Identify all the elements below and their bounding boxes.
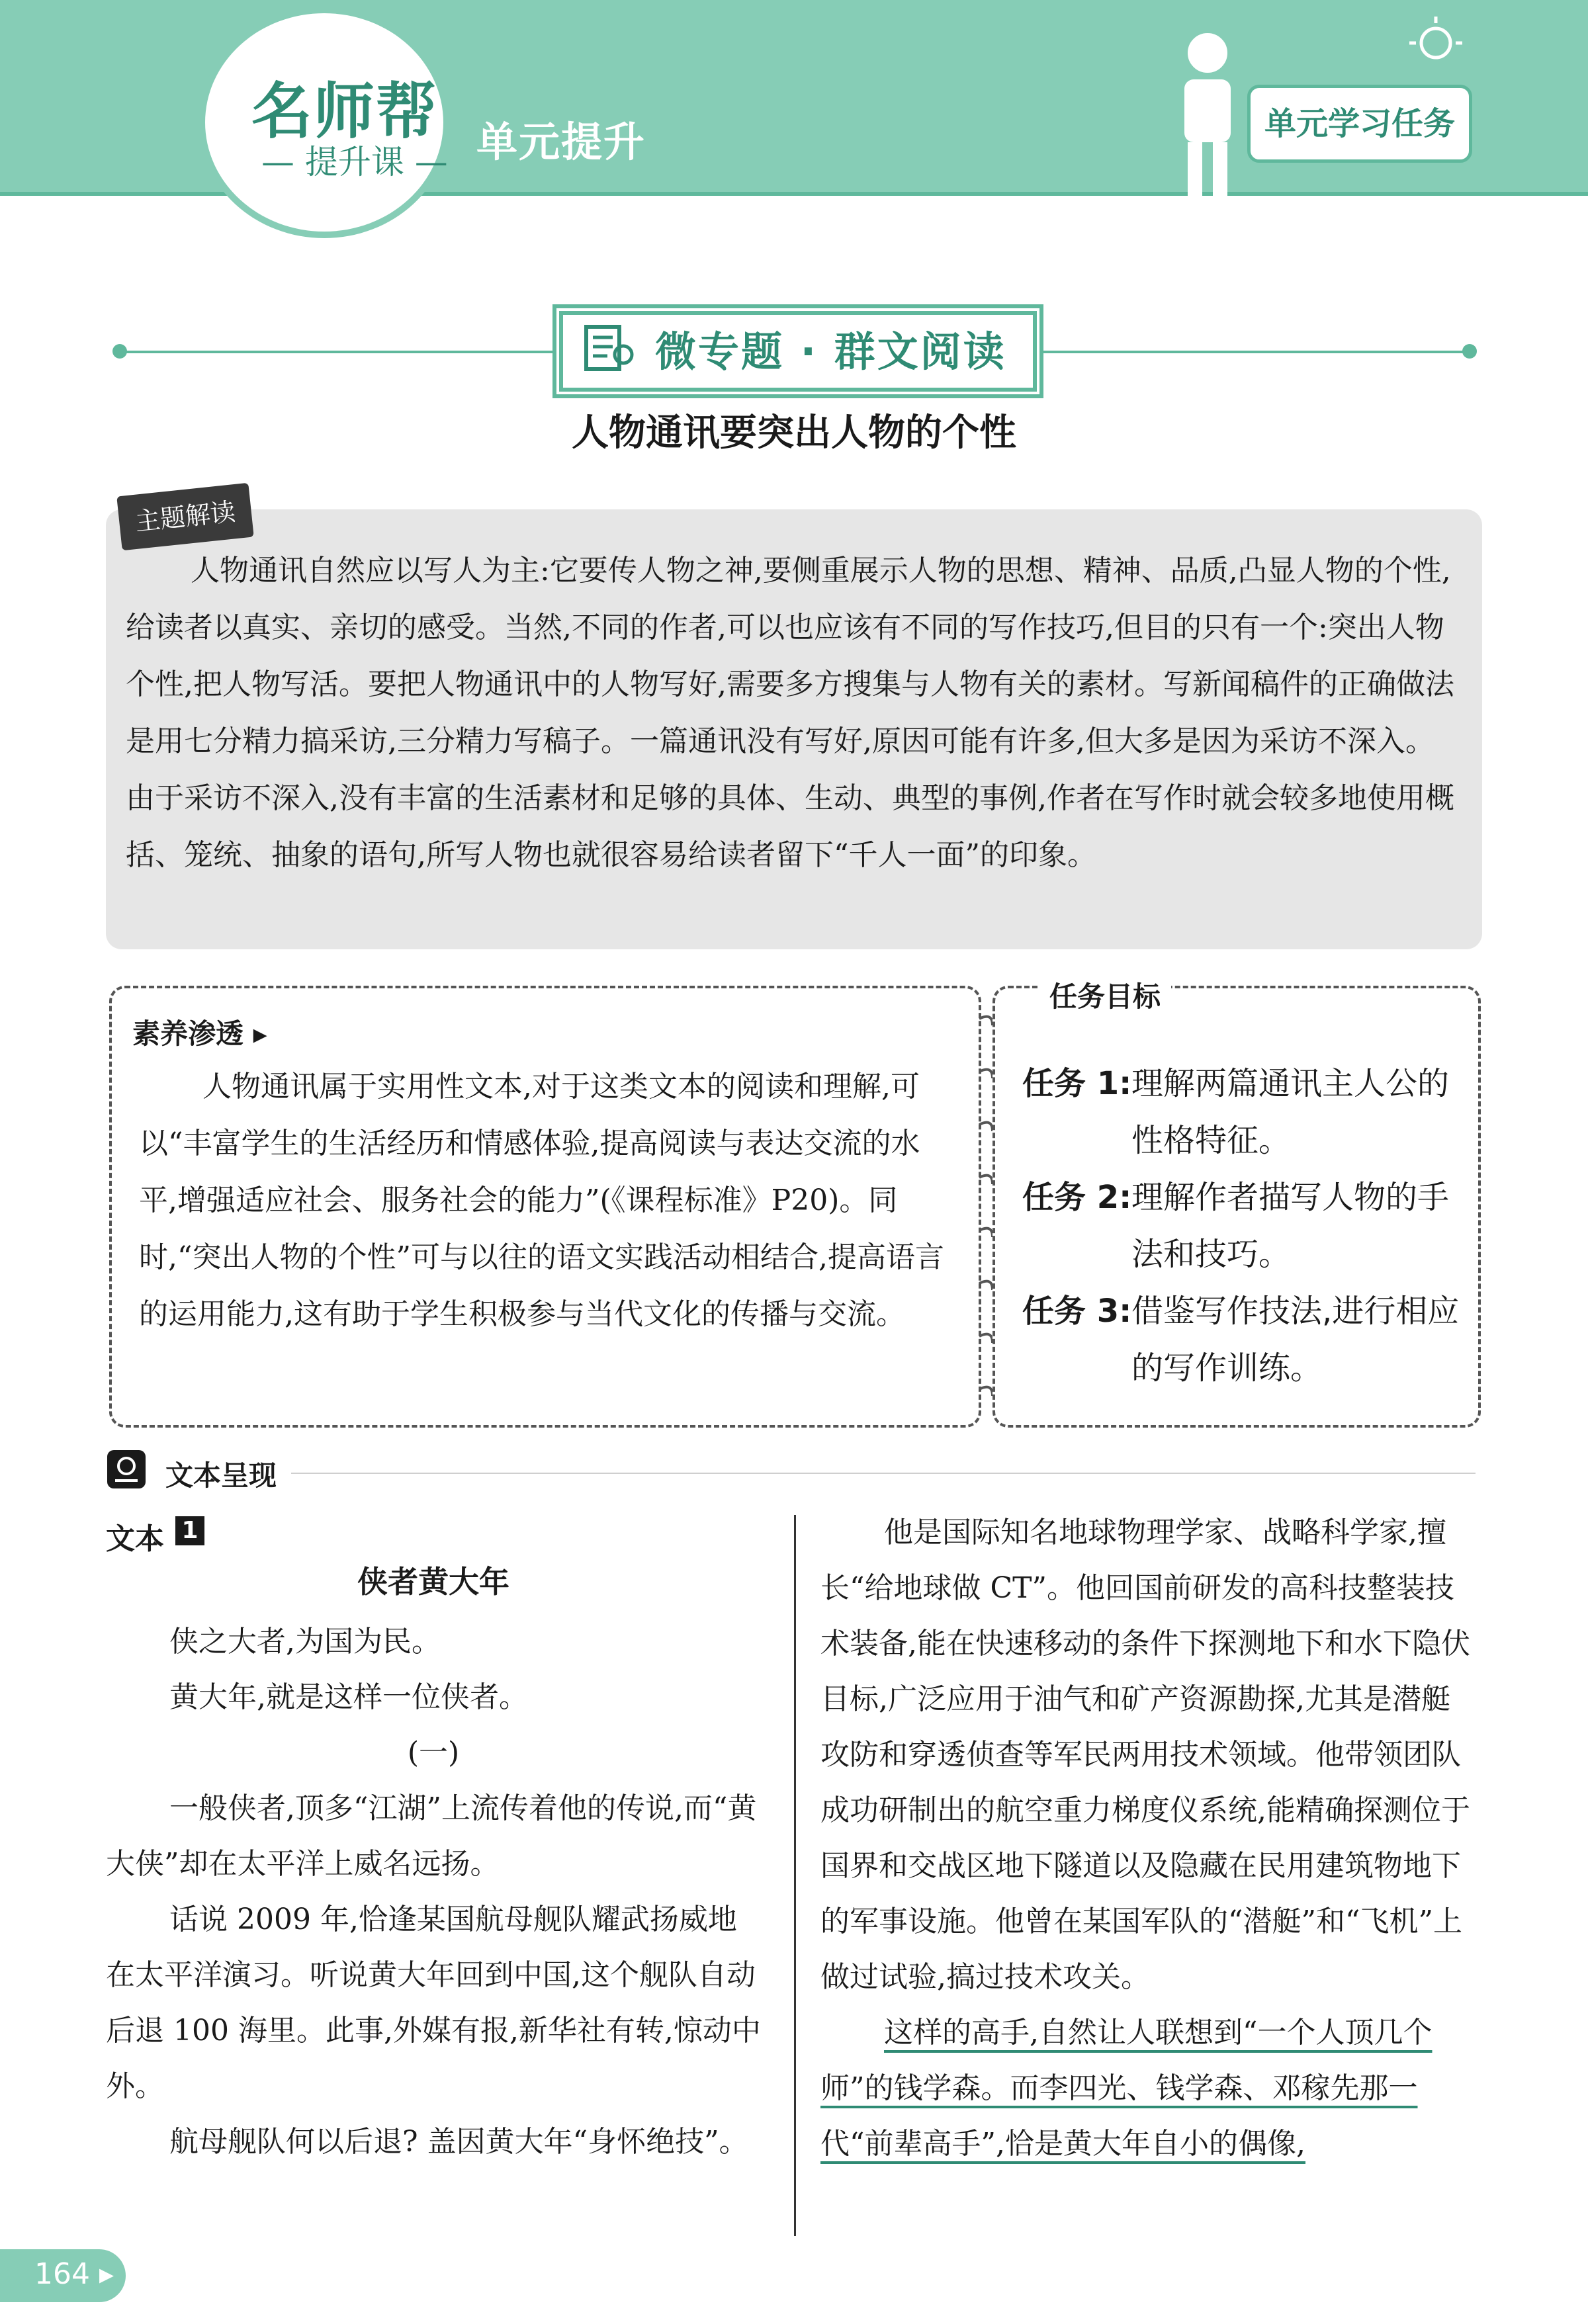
- presentation-rule: [291, 1473, 1476, 1474]
- section-rule-right-dot: [1462, 344, 1477, 359]
- theme-text: 人物通讯自然应以写人为主:它要传人物之神,要侧重展示人物的思想、精神、品质,凸显人物的个性,给读者以真实、亲切的感受。当然,不同的作者,可以也应该有不同的写作技巧,但目的只有一个:突出人物个性,把人物写活。要把人物通讯中的人物写好,需要多方搜集与人物有关的素材。写新闻稿件的正确做法是用七分精力搞采访,三分精力写稿子。一篇通讯没有写好,原因可能有许多,但大多是因为采访不深入。由于采访不深入,没有丰富的生活素材和足够的具体、生动、典型的事例,作者在写作时就会较多地使用概括、笼统、抽象的语句,所写人物也就很容易给读者留下“千人一面”的印象。: [126, 554, 1454, 872]
- unit-task-badge: 单元学习任务: [1247, 85, 1472, 163]
- reading-icon: [582, 323, 635, 374]
- competency-text: 人物通讯属于实用性文本,对于这类文本的阅读和理解,可以“丰富学生的生活经历和情感体验,提高阅读与表达交流的水平,增强适应社会、服务社会的能力”(《课程标准》P20)。同时,“突出人物的个性”可与以往的语文实践活动相结合,提高语言的运用能力,这有助于学生积极参与当代文化的传播与交流。: [139, 1070, 944, 1331]
- task-1-line1: 理解两篇通讯主人公的: [1131, 1065, 1450, 1102]
- article-title: 侠者黄大年: [357, 1564, 509, 1600]
- unit-title: 单元提升: [476, 118, 646, 166]
- page-title: 人物通讯要突出人物的个性: [572, 411, 1016, 454]
- figure-illustration-icon: [1165, 20, 1251, 218]
- task-3-key: 任务 3:: [1022, 1293, 1132, 1330]
- theme-tag: 主题解读: [116, 483, 253, 550]
- article-paragraph-2: 话说 2009 年,恰逢某国航母舰队耀武扬威地在太平洋演习。听说黄大年回到中国,这个舰队自动后退 100 海里。此事,外媒有报,新华社有转,惊动中外。: [106, 1903, 761, 2103]
- article-paragraph-1: 一般侠者,顶多“江湖”上流传着他的传说,而“黄大侠”却在太平洋上威名远扬。: [106, 1791, 757, 1881]
- article-paragraph-3: 航母舰队何以后退? 盖因黄大年“身怀绝技”。: [169, 2125, 748, 2159]
- text-number-label: 文本: [106, 1522, 164, 1556]
- logo-sub-text: — 提升课 —: [261, 143, 448, 181]
- task-2-key: 任务 2:: [1022, 1179, 1132, 1216]
- text-presentation-label: 文本呈现: [165, 1459, 277, 1492]
- task-2-line1: 理解作者描写人物的手: [1131, 1179, 1450, 1216]
- lightbulb-icon: [1396, 13, 1476, 79]
- article-paragraph-5: 这样的高手,自然让人联想到“一个人顶几个师”的钱学森。而李四光、钱学森、邓稼先那一代“前辈高手”,恰是黄大年自小的偶像,: [820, 2016, 1433, 2161]
- article-lead-1: 侠之大者,为国为民。: [169, 1625, 441, 1658]
- column-divider: [794, 1515, 796, 2236]
- task-1-key: 任务 1:: [1022, 1065, 1132, 1102]
- article-paragraph-4: 他是国际知名地球物理学家、战略科学家,擅长“给地球做 CT”。他回国前研发的高科技整装技术装备,能在快速移动的条件下探测地下和水下隐伏目标,广泛应用于油气和矿产资源勘探,尤其是潜艇攻防和穿透侦查等军民两用技术领域。他带领团队成功研制出的航空重力梯度仪系统,能精确探测位于国界和交战区地下隧道以及隐藏在民用建筑物地下的军事设施。他曾在某国军队的“潜艇”和“飞机”上做过试验,搞过技术攻关。: [820, 1516, 1470, 1994]
- page-number: 164 ▸: [34, 2257, 114, 2291]
- task-2-line2: 法和技巧。: [1131, 1236, 1291, 1273]
- article-lead-2: 黄大年,就是这样一位侠者。: [169, 1680, 528, 1714]
- task-1-line2: 性格特征。: [1131, 1122, 1291, 1159]
- section-label: 微专题 · 群文阅读: [655, 327, 1006, 376]
- text-number-badge: 1: [175, 1516, 204, 1545]
- logo-main-text: 名师帮: [251, 76, 439, 147]
- competency-label: 素养渗透 ▸: [132, 1017, 267, 1050]
- section-rule-left-dot: [112, 344, 127, 359]
- article-part-heading: (一): [407, 1736, 460, 1770]
- article-column-right: [820, 1505, 1479, 2172]
- task-3-line2: 的写作训练。: [1131, 1350, 1323, 1387]
- article-column-left: [106, 1614, 761, 2170]
- task-label: 任务目标: [1039, 975, 1171, 1015]
- task-3-line1: 借鉴写作技法,进行相应: [1131, 1293, 1460, 1330]
- text-presentation-icon: [106, 1449, 147, 1490]
